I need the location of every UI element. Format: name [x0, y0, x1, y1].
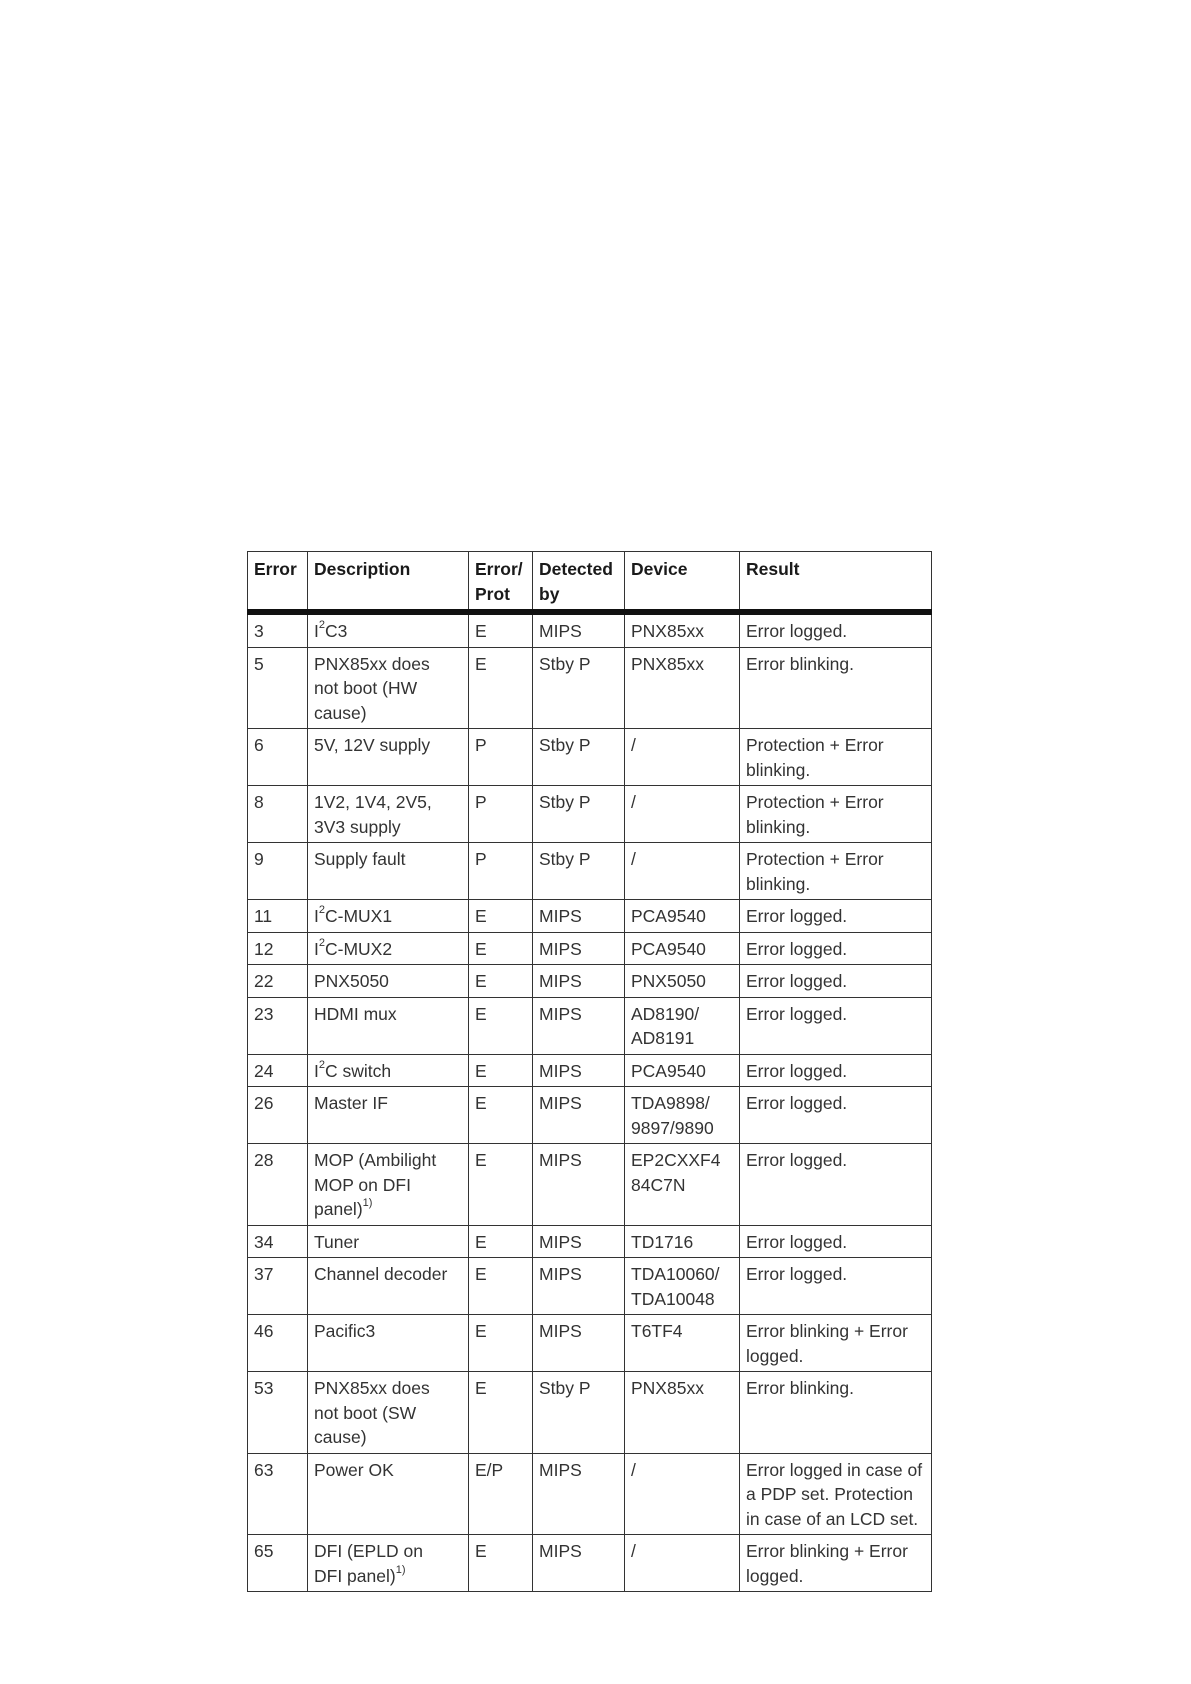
detected-by: MIPS	[533, 1258, 625, 1315]
result: Error logged.	[740, 1225, 932, 1258]
result: Error blinking + Error logged.	[740, 1315, 932, 1372]
header-description: Description	[308, 552, 469, 613]
device: PCA9540	[625, 932, 740, 965]
result: Error logged in case of a PDP set. Protection in case of an LCD set.	[740, 1453, 932, 1535]
error-code: 11	[248, 900, 308, 933]
error-prot: E	[469, 1087, 533, 1144]
device: TD1716	[625, 1225, 740, 1258]
result: Protection + Error blinking.	[740, 786, 932, 843]
error-code: 24	[248, 1054, 308, 1087]
device: PNX85xx	[625, 1372, 740, 1454]
error-prot: E	[469, 612, 533, 647]
device: PCA9540	[625, 900, 740, 933]
detected-by: MIPS	[533, 997, 625, 1054]
error-code: 22	[248, 965, 308, 998]
description: Supply fault	[308, 843, 469, 900]
error-code: 9	[248, 843, 308, 900]
header-error: Error	[248, 552, 308, 613]
result: Error blinking.	[740, 1372, 932, 1454]
error-code: 8	[248, 786, 308, 843]
description: $I^2C-MUX1$	[308, 900, 469, 933]
description: PNX5050	[308, 965, 469, 998]
result: Error logged.	[740, 997, 932, 1054]
table-row	[248, 1315, 932, 1372]
device: TDA9898/ 9897/9890	[625, 1087, 740, 1144]
device: AD8190/ AD8191	[625, 997, 740, 1054]
description: DFI (EPLD on DFI panel)$^{1)}$	[308, 1535, 469, 1592]
device: /	[625, 1453, 740, 1535]
table-row	[248, 997, 932, 1054]
table-row	[248, 612, 932, 647]
result: Error logged.	[740, 932, 932, 965]
table-row	[248, 1258, 932, 1315]
result: Protection + Error blinking.	[740, 843, 932, 900]
error-prot: E	[469, 1315, 533, 1372]
device: PNX5050	[625, 965, 740, 998]
detected-by: Stby P	[533, 647, 625, 729]
error-code: 53	[248, 1372, 308, 1454]
header-error-prot: Error/ Prot	[469, 552, 533, 613]
error-code: 34	[248, 1225, 308, 1258]
result: Error logged.	[740, 1144, 932, 1226]
detected-by: MIPS	[533, 612, 625, 647]
description: Power OK	[308, 1453, 469, 1535]
table-row	[248, 1054, 932, 1087]
header-result: Result	[740, 552, 932, 613]
device: PNX85xx	[625, 647, 740, 729]
error-prot: E	[469, 997, 533, 1054]
error-code: 5	[248, 647, 308, 729]
error-prot: P	[469, 843, 533, 900]
description: 5V, 12V supply	[308, 729, 469, 786]
detected-by: MIPS	[533, 1315, 625, 1372]
table-row	[248, 1453, 932, 1535]
table-row	[248, 1225, 932, 1258]
description: MOP (Ambilight MOP on DFI panel)$^{1)}$	[308, 1144, 469, 1226]
device: EP2CXXF4 84C7N	[625, 1144, 740, 1226]
error-prot: E	[469, 900, 533, 933]
result: Error logged.	[740, 965, 932, 998]
description: Master IF	[308, 1087, 469, 1144]
device: /	[625, 786, 740, 843]
description: PNX85xx does not boot (HW cause)	[308, 647, 469, 729]
detected-by: MIPS	[533, 1535, 625, 1592]
detected-by: Stby P	[533, 1372, 625, 1454]
detected-by: Stby P	[533, 843, 625, 900]
detected-by: MIPS	[533, 1087, 625, 1144]
table-row	[248, 786, 932, 843]
table-row	[248, 1144, 932, 1226]
description: $I^2C$ switch	[308, 1054, 469, 1087]
error-prot: P	[469, 729, 533, 786]
description: Pacific3	[308, 1315, 469, 1372]
table-row	[248, 1372, 932, 1454]
description: $I^2C3$	[308, 612, 469, 647]
error-prot: E	[469, 1225, 533, 1258]
device: /	[625, 1535, 740, 1592]
result: Error logged.	[740, 1087, 932, 1144]
table-row	[248, 647, 932, 729]
description: 1V2, 1V4, 2V5, 3V3 supply	[308, 786, 469, 843]
result: Error blinking + Error logged.	[740, 1535, 932, 1592]
table-row	[248, 843, 932, 900]
detected-by: MIPS	[533, 965, 625, 998]
result: Protection + Error blinking.	[740, 729, 932, 786]
detected-by: MIPS	[533, 900, 625, 933]
result: Error logged.	[740, 612, 932, 647]
detected-by: MIPS	[533, 1225, 625, 1258]
error-codes-table	[247, 551, 932, 1592]
table-row	[248, 932, 932, 965]
result: Error logged.	[740, 900, 932, 933]
error-code: 63	[248, 1453, 308, 1535]
error-code: 26	[248, 1087, 308, 1144]
header-detected-by: Detected by	[533, 552, 625, 613]
device: PNX85xx	[625, 612, 740, 647]
header-device: Device	[625, 552, 740, 613]
detected-by: MIPS	[533, 1054, 625, 1087]
error-prot: E	[469, 965, 533, 998]
error-code: 23	[248, 997, 308, 1054]
table-row	[248, 1087, 932, 1144]
error-prot: E	[469, 1054, 533, 1087]
description: Tuner	[308, 1225, 469, 1258]
error-code: 3	[248, 612, 308, 647]
description: HDMI mux	[308, 997, 469, 1054]
error-prot: E	[469, 932, 533, 965]
error-prot: E	[469, 647, 533, 729]
error-code: 6	[248, 729, 308, 786]
error-code: 12	[248, 932, 308, 965]
error-code: 65	[248, 1535, 308, 1592]
error-prot: E	[469, 1535, 533, 1592]
error-prot: P	[469, 786, 533, 843]
table-row	[248, 900, 932, 933]
result: Error logged.	[740, 1054, 932, 1087]
error-code: 37	[248, 1258, 308, 1315]
error-prot: E	[469, 1144, 533, 1226]
result: Error logged.	[740, 1258, 932, 1315]
device: /	[625, 843, 740, 900]
device: PCA9540	[625, 1054, 740, 1087]
result: Error blinking.	[740, 647, 932, 729]
detected-by: Stby P	[533, 729, 625, 786]
description: PNX85xx does not boot (SW cause)	[308, 1372, 469, 1454]
device: TDA10060/ TDA10048	[625, 1258, 740, 1315]
description: Channel decoder	[308, 1258, 469, 1315]
detected-by: MIPS	[533, 1453, 625, 1535]
device: T6TF4	[625, 1315, 740, 1372]
table-row	[248, 965, 932, 998]
error-prot: E	[469, 1372, 533, 1454]
device: /	[625, 729, 740, 786]
error-prot: E	[469, 1258, 533, 1315]
table-header-row	[248, 552, 932, 613]
table-row	[248, 729, 932, 786]
detected-by: MIPS	[533, 932, 625, 965]
error-prot: E/P	[469, 1453, 533, 1535]
error-code: 46	[248, 1315, 308, 1372]
detected-by: Stby P	[533, 786, 625, 843]
description: $I^2C-MUX2$	[308, 932, 469, 965]
table-row	[248, 1535, 932, 1592]
error-code: 28	[248, 1144, 308, 1226]
detected-by: MIPS	[533, 1144, 625, 1226]
